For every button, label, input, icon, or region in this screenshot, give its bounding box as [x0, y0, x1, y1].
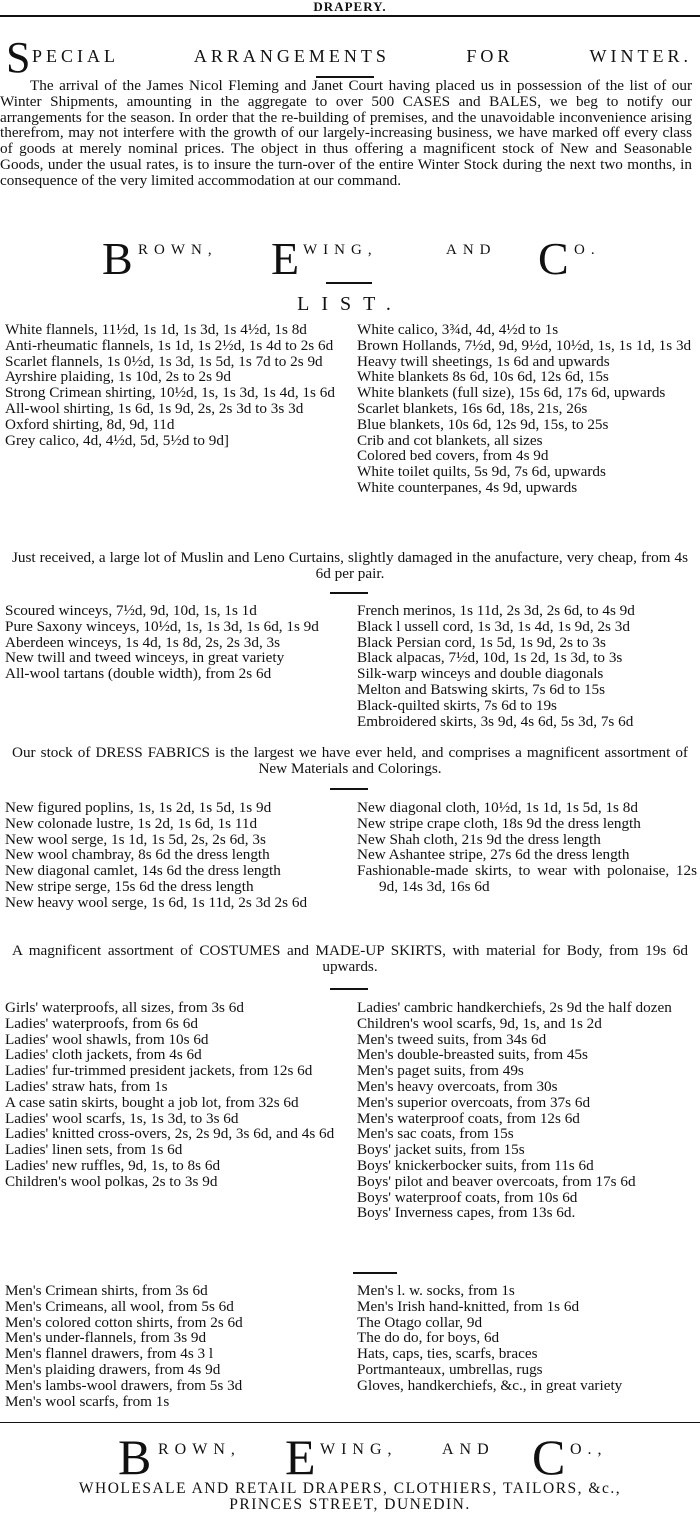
list-item: Ladies' waterproofs, from 6s 6d [5, 1014, 198, 1032]
list-item: Ladies' knitted cross-overs, 2s, 2s 9d, 3s 6d, and 4s 6d [5, 1125, 335, 1143]
list-item: Men's colored cotton shirts, from 2s 6d [5, 1313, 243, 1331]
list-item: Black alpacas, 7½d, 10d, 1s 2d, 1s 3d, to 3s [357, 649, 623, 667]
list-item: Strong Crimean shirting, 10½d, 1s, 1s 3d, 1s 4d, 1s 6d [5, 384, 335, 402]
section-header: DRAPERY. [313, 0, 387, 14]
list-item: Ladies' fur-trimmed president jackets, from 12s 6d [5, 1062, 313, 1080]
list-item: New Shah cloth, 21s 9d the dress length [357, 830, 601, 848]
section3-right-column [357, 800, 697, 895]
list-item: Colored bed covers, from 4s 9d [357, 447, 549, 465]
list-item: Men's lambs-wool drawers, from 5s 3d [5, 1376, 243, 1394]
list-item: Boys' knickerbocker suits, from 11s 6d [357, 1156, 594, 1174]
list-item: Ladies' wool scarfs, 1s, 1s 3d, to 3s 6d [5, 1109, 239, 1127]
list-item: Men's l. w. socks, from 1s [357, 1282, 515, 1299]
list-item: New colonade lustre, 1s 2d, 1s 6d, 1s 11d [5, 814, 258, 832]
list-item: The do do, for boys, 6d [357, 1329, 500, 1347]
section5-left-column [5, 1283, 343, 1409]
list-item: White blankets 8s 6d, 10s 6d, 12s 6d, 15s [357, 368, 609, 386]
list-item: Ladies' cambric handkerchiefs, 2s 9d the half dozen [357, 999, 672, 1016]
firm-name-bottom [0, 1429, 700, 1485]
list-item: New heavy wool serge, 1s 6d, 1s 11d, 2s 3d 2s 6d [5, 893, 308, 911]
list-item: Scarlet blankets, 16s 6d, 18s, 21s, 26s [357, 399, 588, 417]
firm-initial-b: B [118, 1429, 152, 1485]
list-item: Men's paget suits, from 49s [357, 1062, 524, 1080]
list-item: Melton and Batswing skirts, 7s 6d to 15s [357, 680, 606, 698]
list-item: Hats, caps, ties, scarfs, braces [357, 1345, 538, 1363]
list-item: Men's waterproof coats, from 12s 6d [357, 1109, 580, 1127]
list-item: Boys' pilot and beaver overcoats, from 17s 6d [357, 1172, 636, 1190]
list-item: Boys' jacket suits, from 15s [357, 1141, 525, 1159]
list-item: Children's wool polkas, 2s to 3s 9d [5, 1172, 218, 1190]
list-item: Scoured winceys, 7½d, 9d, 10d, 1s, 1s 1d [5, 602, 257, 619]
list-item: Men's flannel drawers, from 4s 3 l [5, 1345, 214, 1363]
list-item: New stripe crape cloth, 18s 9d the dress length [357, 814, 641, 832]
firm-initial-c: C [538, 233, 569, 284]
list-item: Blue blankets, 10s 6d, 12s 9d, 15s, to 25s [357, 415, 609, 433]
list-item: Heavy twill sheetings, 1s 6d and upwards [357, 352, 610, 370]
section1-note [0, 550, 700, 582]
list-item: Anti-rheumatic flannels, 1s 1d, 1s 2½d, 1s 4d to 2s 6d [5, 336, 334, 354]
firm-word-and: AND [442, 1441, 495, 1458]
section4-left-column [5, 1000, 343, 1190]
list-item: Embroidered skirts, 3s 9d, 4s 6d, 5s 3d, 7s 6d [357, 712, 634, 730]
firm-word-and: AND [446, 242, 497, 258]
list-heading: LIST. [297, 293, 403, 315]
firm-initial-b: B [102, 233, 133, 284]
list-item: Crib and cot blankets, all sizes [357, 431, 543, 449]
firm-initial-c: C [532, 1429, 566, 1485]
list-item: Men's heavy overcoats, from 30s [357, 1077, 558, 1095]
section-divider [330, 592, 368, 594]
list-item: The Otago collar, 9d [357, 1313, 483, 1331]
list-item: New stripe serge, 15s 6d the dress length [5, 877, 254, 895]
firm-address: PRINCES STREET, DUNEDIN. [229, 1496, 471, 1513]
footer-rule [0, 1422, 700, 1423]
list-item: New twill and tweed winceys, in great variety [5, 649, 285, 667]
firm-initial-e: E [285, 1429, 316, 1485]
section-divider [330, 788, 368, 790]
list-item: Black-quilted skirts, 7s 6d to 19s [357, 696, 557, 714]
section5-right-column [357, 1283, 697, 1394]
advert-title [0, 33, 700, 82]
list-item: Pure Saxony winceys, 10½d, 1s, 1s 3d, 1s 6d, 1s 9d [5, 617, 319, 635]
list-item: White blankets (full size), 15s 6d, 17s 6d, upwards [357, 384, 666, 402]
firm-word-ewing: WING, [303, 242, 378, 258]
firm-word-co: O. [574, 242, 601, 258]
section-divider [353, 1272, 397, 1274]
section3-left-column [5, 800, 343, 911]
list-item: White toilet quilts, 5s 9d, 7s 6d, upwards [357, 463, 606, 481]
title-initial: S [6, 33, 31, 82]
costumes-note: A magnificent assortment of COSTUMES and MADE-UP SKIRTS, with material for Body, from 19s 6d upwards. [12, 942, 688, 975]
intro-paragraph: The arrival of the James Nicol Fleming and Janet Court having placed us in possession of the list of our Winter Shipments, amounting in the aggregate to over 500 CASES and BALES, we beg to notify our arrangements for the season. In order that the re-building of premises, and the unavoidable inconvenience arising therefrom, may not interfere with the growth of our largely-increasing business, we have marked off every class of goods at merely nominal prices. The object in thus offering a magnificent stock of New and Seasonable Goods, under the usual rates, is to insure the turn-over of the entire Winter Stock during the next two months, in consequence of the very limited accommodation at our command. [0, 77, 692, 189]
list-item: Ladies' cloth jackets, from 4s 6d [5, 1046, 202, 1064]
list-item: Ladies' linen sets, from 1s 6d [5, 1141, 183, 1159]
list-item: Brown Hollands, 7½d, 9d, 9½d, 10½d, 1s, 1s 1d, 1s 3d [357, 336, 692, 354]
list-item: Ladies' wool shawls, from 10s 6d [5, 1030, 209, 1048]
list-item: Men's Crimean shirts, from 3s 6d [5, 1282, 208, 1299]
section-divider [330, 988, 368, 990]
list-item: Men's double-breasted suits, from 45s [357, 1046, 588, 1064]
curtains-note: Just received, a large lot of Muslin and Leno Curtains, slightly damaged in the anufacture, very cheap, from 4s 6d per pair. [12, 549, 688, 582]
list-item: White flannels, 11½d, 1s 1d, 1s 3d, 1s 4½d, 1s 8d [5, 321, 307, 338]
list-item: Girls' waterproofs, all sizes, from 3s 6d [5, 999, 244, 1016]
section2-right-column [357, 603, 697, 729]
firm-divider [326, 282, 372, 284]
list-item: French merinos, 1s 11d, 2s 3d, 2s 6d, to 4s 9d [357, 602, 635, 619]
list-item: All-wool shirting, 1s 6d, 1s 9d, 2s, 2s 3d to 3s 3d [5, 399, 304, 417]
firm-description: WHOLESALE AND RETAIL DRAPERS, CLOTHIERS, TAILORS, &c., [78, 1480, 622, 1497]
list-item: Men's under-flannels, from 3s 9d [5, 1329, 207, 1347]
list-item: Men's superior overcoats, from 37s 6d [357, 1093, 591, 1111]
list-item: New Ashantee stripe, 27s 6d the dress length [357, 846, 630, 864]
list-item: Fashionable-made skirts, to wear with polonaise, 12s 9d, 14s 3d, 16s 6d [357, 862, 697, 895]
firm-word-ewing: WING, [320, 1441, 398, 1458]
list-item: Men's plaiding drawers, from 4s 9d [5, 1360, 221, 1378]
list-item: Black Persian cord, 1s 5d, 1s 9d, 2s to 3s [357, 633, 606, 651]
list-item: Black l ussell cord, 1s 3d, 1s 4d, 1s 9d, 2s 3d [357, 617, 630, 635]
list-item: Grey calico, 4d, 4½d, 5d, 5½d to 9d] [5, 431, 229, 449]
list-item: Oxford shirting, 8d, 9d, 11d [5, 415, 175, 433]
list-item: Silk-warp winceys and double diagonals [357, 665, 604, 683]
list-item: Gloves, handkerchiefs, &c., in great variety [357, 1376, 623, 1394]
firm-word-brown: ROWN, [138, 242, 218, 258]
list-item: New wool serge, 1s 1d, 1s 5d, 2s, 2s 6d, 3s [5, 830, 266, 848]
list-item: Men's Irish hand-knitted, from 1s 6d [357, 1297, 580, 1315]
section3-note [0, 943, 700, 975]
section4-right-column [357, 1000, 697, 1221]
title-text: PECIAL ARRANGEMENTS FOR WINTER. [32, 46, 692, 66]
firm-word-brown: ROWN, [158, 1441, 241, 1458]
firm-name-top [0, 232, 700, 284]
list-item: Portmanteaux, umbrellas, rugs [357, 1360, 543, 1378]
list-item: Aberdeen winceys, 1s 4d, 1s 8d, 2s, 2s 3d, 3s [5, 633, 281, 651]
list-item: Children's wool scarfs, 9d, 1s, and 1s 2d [357, 1014, 602, 1032]
list-item: Men's tweed suits, from 34s 6d [357, 1030, 547, 1048]
list-item: Boys' waterproof coats, from 10s 6d [357, 1188, 578, 1206]
list-item: New diagonal cloth, 10½d, 1s 1d, 1s 5d, 1s 8d [357, 799, 638, 816]
section2-left-column [5, 603, 343, 682]
list-item: New figured poplins, 1s, 1s 2d, 1s 5d, 1s 9d [5, 799, 272, 816]
list-item: Ladies' new ruffles, 9d, 1s, to 8s 6d [5, 1156, 221, 1174]
list-item: Men's Crimeans, all wool, from 5s 6d [5, 1297, 234, 1315]
list-item: New diagonal camlet, 14s 6d the dress length [5, 862, 281, 880]
list-item: Scarlet flannels, 1s 0½d, 1s 3d, 1s 5d, 1s 7d to 2s 9d [5, 352, 323, 370]
list-item: A case satin skirts, bought a job lot, from 32s 6d [5, 1093, 299, 1111]
list-item: Boys' Inverness capes, from 13s 6d. [357, 1204, 576, 1222]
firm-initial-e: E [271, 233, 300, 284]
list-item: Men's wool scarfs, from 1s [5, 1392, 170, 1410]
list-item: All-wool tartans (double width), from 2s 6d [5, 665, 272, 683]
top-rule [0, 15, 700, 17]
firm-word-co: O., [570, 1441, 608, 1458]
list-item: New wool chambray, 8s 6d the dress length [5, 846, 270, 864]
dress-fabrics-note: Our stock of DRESS FABRICS is the largest we have ever held, and comprises a magnificent assortment of New Materials and Colorings. [12, 744, 688, 777]
section2-note [0, 745, 700, 777]
list-item: Ayrshire plaiding, 1s 10d, 2s to 2s 9d [5, 368, 231, 386]
list-item: Men's sac coats, from 15s [357, 1125, 514, 1143]
section1-right-column [357, 322, 697, 496]
list-item: Ladies' straw hats, from 1s [5, 1077, 168, 1095]
section1-left-column [5, 322, 343, 448]
list-item: White calico, 3¾d, 4d, 4½d to 1s [357, 321, 559, 338]
list-item: White counterpanes, 4s 9d, upwards [357, 478, 578, 496]
